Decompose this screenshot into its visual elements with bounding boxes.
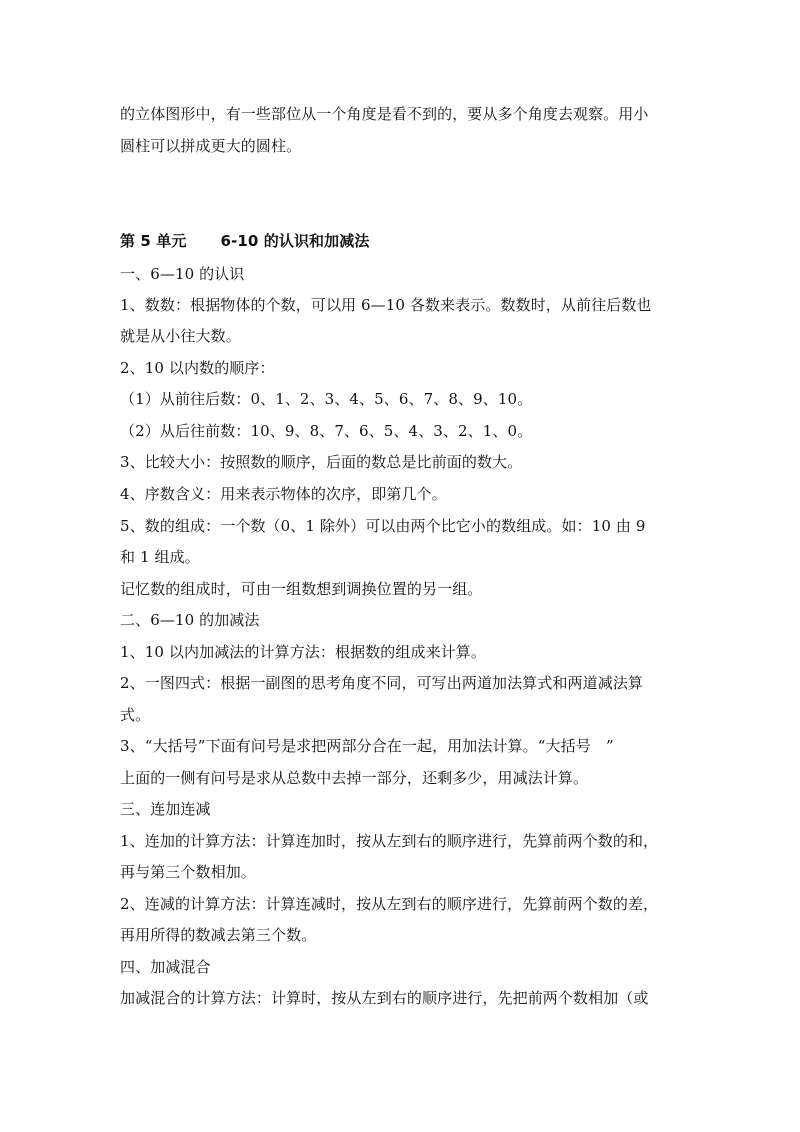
intro-line-2: 圆柱可以拼成更大的圆柱。 (120, 137, 302, 155)
s1-item5-line2: 和 1 组成。 (120, 548, 200, 566)
section-3-title: 三、连加连减 (120, 800, 211, 818)
s1-item1-line2: 就是从小往大数。 (120, 327, 241, 345)
s4-line1: 加减混合的计算方法：计算时，按从左到右的顺序进行，先把前两个数相加（或 (120, 989, 649, 1007)
s2-item3-line2: 上面的一侧有问号是求从总数中去掉一部分，还剩多少，用减法计算。 (120, 769, 589, 787)
intro-line-1: 的立体图形中，有一些部位从一个角度是看不到的，要从多个角度去观察。用小 (120, 105, 649, 123)
s1-item5-line1: 5、数的组成：一个数（0、1 除外）可以由两个比它小的数组成。如：10 由 9 (120, 517, 646, 535)
s1-note: 记忆数的组成时，可由一组数想到调换位置的另一组。 (120, 580, 483, 598)
unit-label: 第 5 单元 (120, 232, 187, 250)
s2-item3-line1: 3、“大括号”下面有问号是求把两部分合在一起，用加法计算。“大括号 ” (120, 737, 614, 755)
s1-item2-b: （2）从后往前数：10、9、8、7、6、5、4、3、2、1、0。 (120, 422, 533, 440)
s1-item1-line1: 1、数数：根据物体的个数，可以用 6—10 各数来表示。数数时，从前往后数也 (120, 296, 652, 314)
s3-item1-line1: 1、连加的计算方法：计算连加时，按从左到右的顺序进行，先算前两个数的和， (120, 832, 659, 850)
s2-item1: 1、10 以内加减法的计算方法：根据数的组成来计算。 (120, 643, 487, 661)
s2-item2-line1: 2、一图四式：根据一副图的思考角度不同，可写出两道加法算式和两道减法算 (120, 674, 644, 692)
unit-title: 6-10 的认识和加减法 (220, 232, 370, 250)
s1-item4: 4、序数含义：用来表示物体的次序，即第几个。 (120, 485, 447, 503)
section-2-title: 二、6—10 的加减法 (120, 611, 260, 629)
section-4-title: 四、加减混合 (120, 958, 211, 976)
s1-item3: 3、比较大小：按照数的顺序，后面的数总是比前面的数大。 (120, 453, 523, 471)
s3-item1-line2: 再与第三个数相加。 (120, 863, 256, 881)
section-1-title: 一、6—10 的认识 (120, 265, 245, 283)
s1-item2: 2、10 以内数的顺序： (120, 359, 275, 377)
s1-item2-a: （1）从前往后数：0、1、2、3、4、5、6、7、8、9、10。 (120, 390, 533, 408)
s3-item2-line2: 再用所得的数减去第三个数。 (120, 926, 317, 944)
s2-item2-line2: 式。 (120, 706, 151, 724)
unit-heading (120, 231, 690, 251)
s3-item2-line1: 2、连减的计算方法：计算连减时，按从左到右的顺序进行，先算前两个数的差， (120, 895, 659, 913)
